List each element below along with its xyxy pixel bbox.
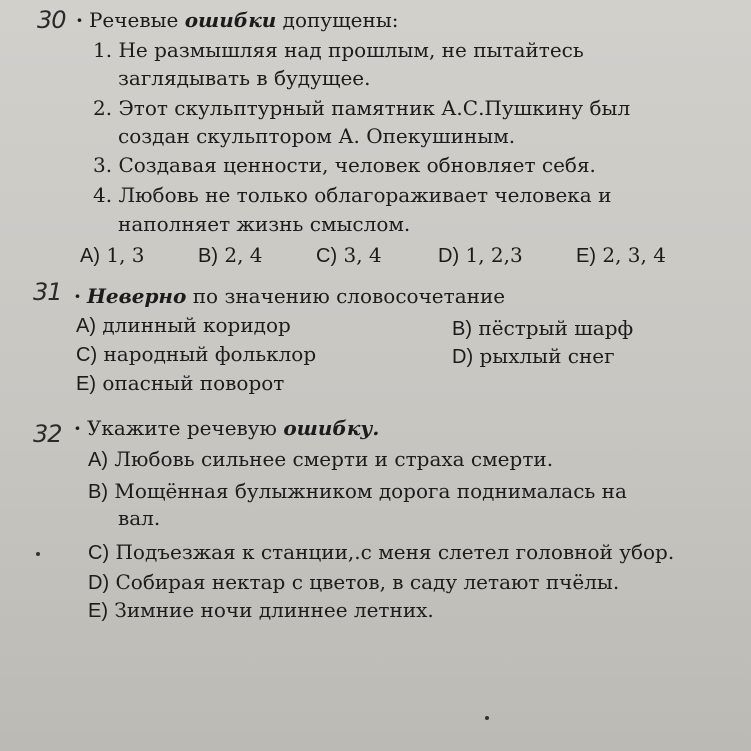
answer-option[interactable]: C) 3, 4 bbox=[316, 243, 382, 267]
answer-option[interactable]: A) Любовь сильнее смерти и страха смерти. bbox=[88, 447, 554, 471]
answer-continuation: вал. bbox=[118, 506, 161, 530]
answer-option[interactable]: B) Мощённая булыжником дорога поднималась на bbox=[88, 479, 627, 503]
question-stem: · Речевые ошибки допущены: bbox=[76, 8, 399, 32]
list-item: 1. Не размышляя над прошлым, не пытайтесь bbox=[93, 38, 584, 62]
answer-option[interactable]: E) Зимние ночи длиннее летних. bbox=[88, 598, 434, 622]
answer-option[interactable]: B) 2, 4 bbox=[198, 243, 263, 267]
answer-option[interactable]: E) опасный поворот bbox=[76, 371, 285, 395]
question-stem: · Неверно по значению словосочетание bbox=[74, 284, 506, 308]
list-item: 3. Создавая ценности, человек обновляет себя. bbox=[93, 153, 596, 177]
answer-option[interactable]: A) длинный коридор bbox=[76, 313, 291, 337]
question-number: 30 bbox=[37, 6, 66, 34]
answer-option[interactable]: D) рыхлый снег bbox=[452, 344, 615, 368]
list-item-continuation: создан скульптором А. Опекушиным. bbox=[118, 124, 516, 148]
list-item: 4. Любовь не только облагораживает человека и bbox=[93, 183, 612, 207]
question-stem: · Укажите речевую ошибку. bbox=[74, 416, 380, 440]
question-number: 31 bbox=[33, 278, 62, 306]
answer-option[interactable]: C) Подъезжая к станции,.с меня слетел головной убор. bbox=[88, 540, 675, 564]
stray-mark bbox=[485, 716, 489, 720]
question-number: 32 bbox=[33, 420, 62, 448]
answer-option[interactable]: E) 2, 3, 4 bbox=[576, 243, 666, 267]
answer-option[interactable]: D) Собирая нектар с цветов, в саду летают пчёлы. bbox=[88, 570, 620, 594]
list-item: 2. Этот скульптурный памятник А.С.Пушкину был bbox=[93, 96, 631, 120]
answer-option[interactable]: A) 1, 3 bbox=[80, 243, 145, 267]
answer-option[interactable]: C) народный фольклор bbox=[76, 342, 317, 366]
answer-option[interactable]: B) пёстрый шарф bbox=[452, 316, 634, 340]
list-item-continuation: наполняет жизнь смыслом. bbox=[118, 212, 411, 236]
stray-mark bbox=[36, 552, 40, 556]
list-item-continuation: заглядывать в будущее. bbox=[118, 66, 371, 90]
answer-option[interactable]: D) 1, 2,3 bbox=[438, 243, 523, 267]
